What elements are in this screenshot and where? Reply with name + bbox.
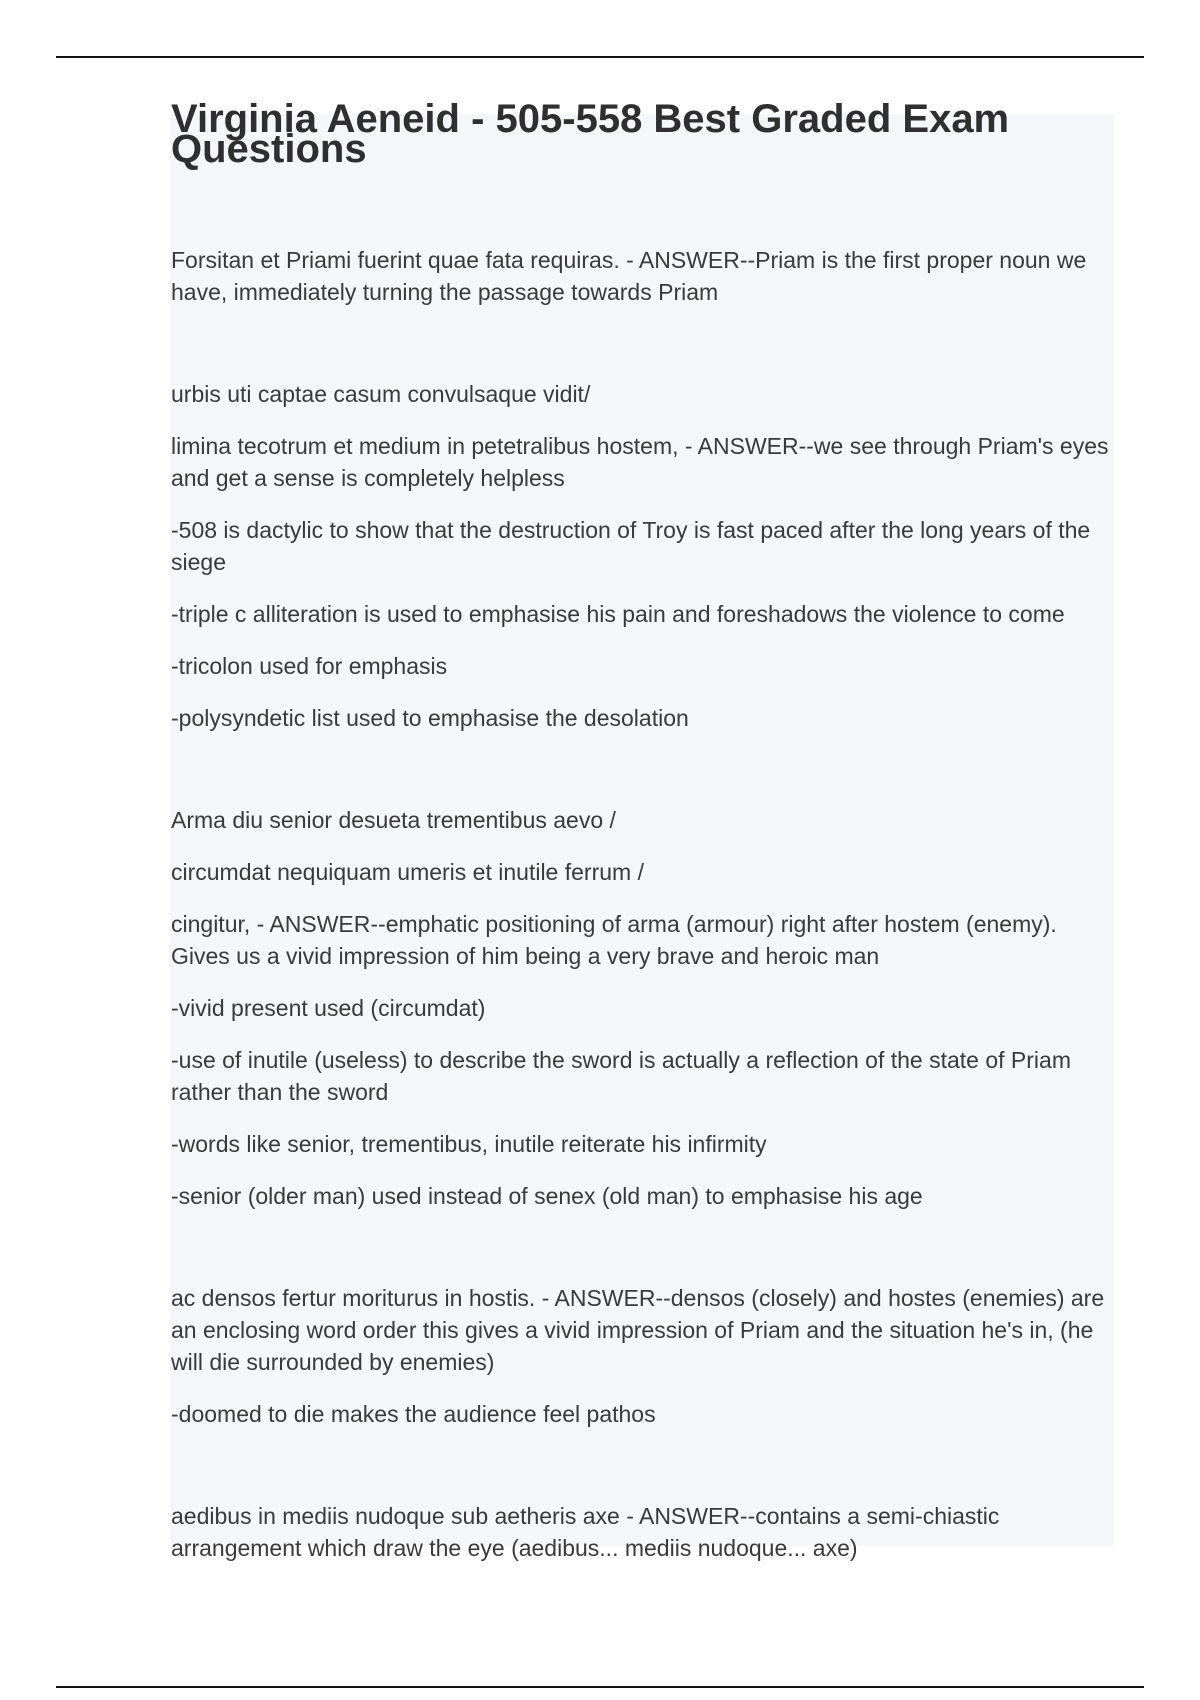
question-list bbox=[171, 244, 1117, 1564]
paragraph: -vivid present used (circumdat) bbox=[171, 995, 486, 1021]
paragraph: -doomed to die makes the audience feel pathos bbox=[171, 1401, 656, 1427]
paragraph: urbis uti captae casum convulsaque vidit/ bbox=[171, 381, 591, 407]
paragraph: -polysyndetic list used to emphasise the desolation bbox=[171, 705, 689, 731]
paragraph: circumdat nequiquam umeris et inutile ferrum / bbox=[171, 859, 644, 885]
paragraph: ac densos fertur moriturus in hostis. - ANSWER--densos (closely) and hostes (enemies) are an enclosing word order this gives a vivid impression of Priam and the situation he's in, (he will die surrounded by enemies) bbox=[171, 1285, 1105, 1375]
paragraph: -triple c alliteration is used to emphasise his pain and foreshadows the violence to come bbox=[171, 601, 1065, 627]
paragraph: Forsitan et Priami fuerint quae fata requiras. - ANSWER--Priam is the first proper noun we have, immediately turning the passage towards Priam bbox=[171, 247, 1087, 305]
paragraph: -senior (older man) used instead of senex (old man) to emphasise his age bbox=[171, 1183, 923, 1209]
paragraph: -508 is dactylic to show that the destruction of Troy is fast paced after the long years of the siege bbox=[171, 517, 1091, 575]
paragraph: Arma diu senior desueta trementibus aevo / bbox=[171, 807, 616, 833]
paragraph: limina tecotrum et medium in petetralibus hostem, - ANSWER--we see through Priam's eyes and get a sense is completely helpless bbox=[171, 433, 1109, 491]
document-body bbox=[171, 97, 1117, 1584]
top-rule bbox=[56, 56, 1144, 58]
document-title: Virginia Aeneid - 505-558 Best Graded Exam Questions bbox=[171, 97, 1010, 171]
paragraph: -tricolon used for emphasis bbox=[171, 653, 448, 679]
paragraph: cingitur, - ANSWER--emphatic positioning of arma (armour) right after hostem (enemy). Gives us a vivid impression of him being a very brave and heroic man bbox=[171, 911, 1057, 969]
bottom-rule bbox=[56, 1686, 1144, 1688]
paragraph: -use of inutile (useless) to describe the sword is actually a reflection of the state of Priam rather than the sword bbox=[171, 1047, 1071, 1105]
paragraph: -words like senior, trementibus, inutile reiterate his infirmity bbox=[171, 1131, 767, 1157]
paragraph: aedibus in mediis nudoque sub aetheris axe - ANSWER--contains a semi-chiastic arrangement which draw the eye (aedibus... mediis nudoque... axe) bbox=[171, 1503, 1000, 1561]
